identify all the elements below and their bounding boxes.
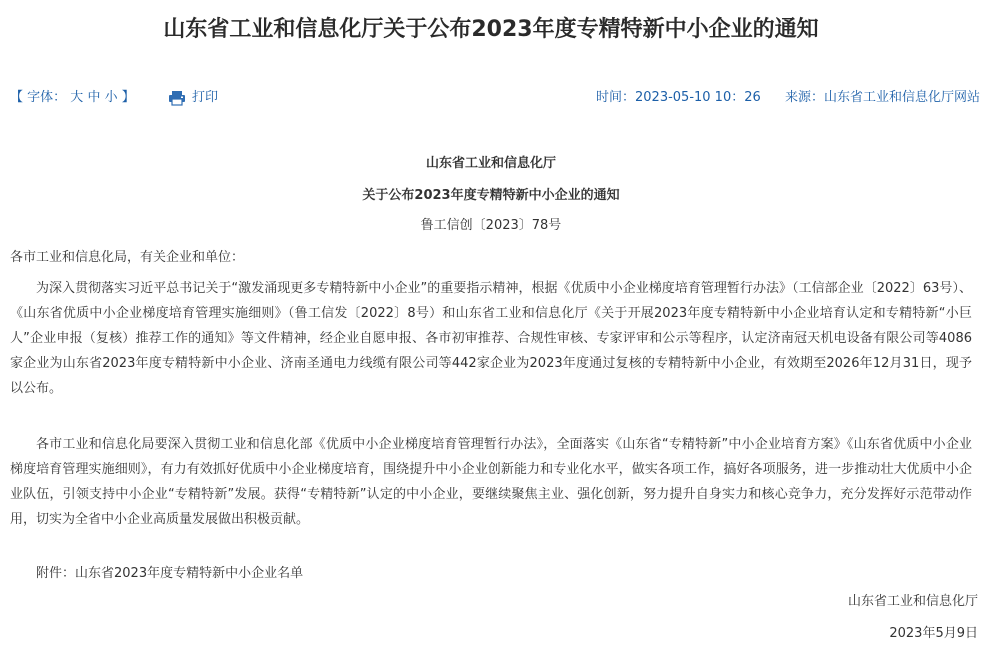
body-paragraph-1: 为深入贯彻落实习近平总书记关于“激发涌现更多专精特新中小企业”的重要指示精神，根据《优质中小企业梯度培育管理暂行办法》（工信部企业〔2022〕63号）、《山东省优质中小企业梯度培育管理实施细则》（鲁工信发〔2022〕8号）和山东省工业和信息化厅《关于开展2023年度专精特新中小企业培育认定和专精特新“小巨人”企业申报（复核）推荐工作的通知》等文件精神，经企业自愿申报、各市初审推荐、合规性审核、专家评审和公示等程序，认定济南冠天机电设备有限公司等4086家企业为山东省2023年度专精特新中小企业、济南圣通电力线缆有限公司等442家企业为2023年度通过复核的专精特新中小企业，有效期至2026年12月31日，现予以公布。 [10,281,972,396]
font-size-medium-link[interactable]: 中 [87,90,101,105]
printer-icon [168,90,186,106]
signature-org: 山东省工业和信息化厅 [847,594,978,609]
signature-date: 2023年5月9日 [889,626,978,641]
doc-issuer: 山东省工业和信息化厅 [425,156,556,171]
font-size-large-link[interactable]: 大 [70,90,84,105]
page-title: 山东省工业和信息化厅关于公布2023年度专精特新中小企业的通知 [163,17,819,42]
doc-subtitle: 关于公布2023年度专精特新中小企业的通知 [362,188,620,203]
doc-number: 鲁工信创〔2023〕78号 [420,218,562,233]
publish-time: 时间：2023-05-10 10：26 [596,90,761,105]
body-paragraph-2: 各市工业和信息化局要深入贯彻工业和信息化部《优质中小企业梯度培育管理暂行办法》，全面落实《山东省“专精特新”中小企业培育方案》《山东省优质中小企业梯度培育管理实施细则》，有力有效抓好优质中小企业梯度培育，围绕提升中小企业创新能力和专业化水平，做实各项工作，搞好各项服务，进一步推动壮大优质中小企业队伍，引领支持中小企业“专精特新”发展。获得“专精特新”认定的中小企业，要继续聚焦主业、强化创新，努力提升自身实力和核心竞争力，充分发挥好示范带动作用，切实为全省中小企业高质量发展做出积极贡献。 [10,437,972,527]
info-bar [10,88,980,108]
source-label: 来源：山东省工业和信息化厅网站 [784,90,980,105]
font-size-small-link[interactable]: 小 [104,90,118,105]
font-size-close-bracket: 】 [121,90,135,105]
salutation: 各市工业和信息化局，有关企业和单位： [10,250,245,265]
attachment-line: 附件：山东省2023年度专精特新中小企业名单 [36,566,304,581]
print-label: 打印 [192,90,219,105]
print-button[interactable] [168,88,218,108]
font-size-control [10,88,135,108]
font-size-label: 【 字体： [10,90,67,105]
